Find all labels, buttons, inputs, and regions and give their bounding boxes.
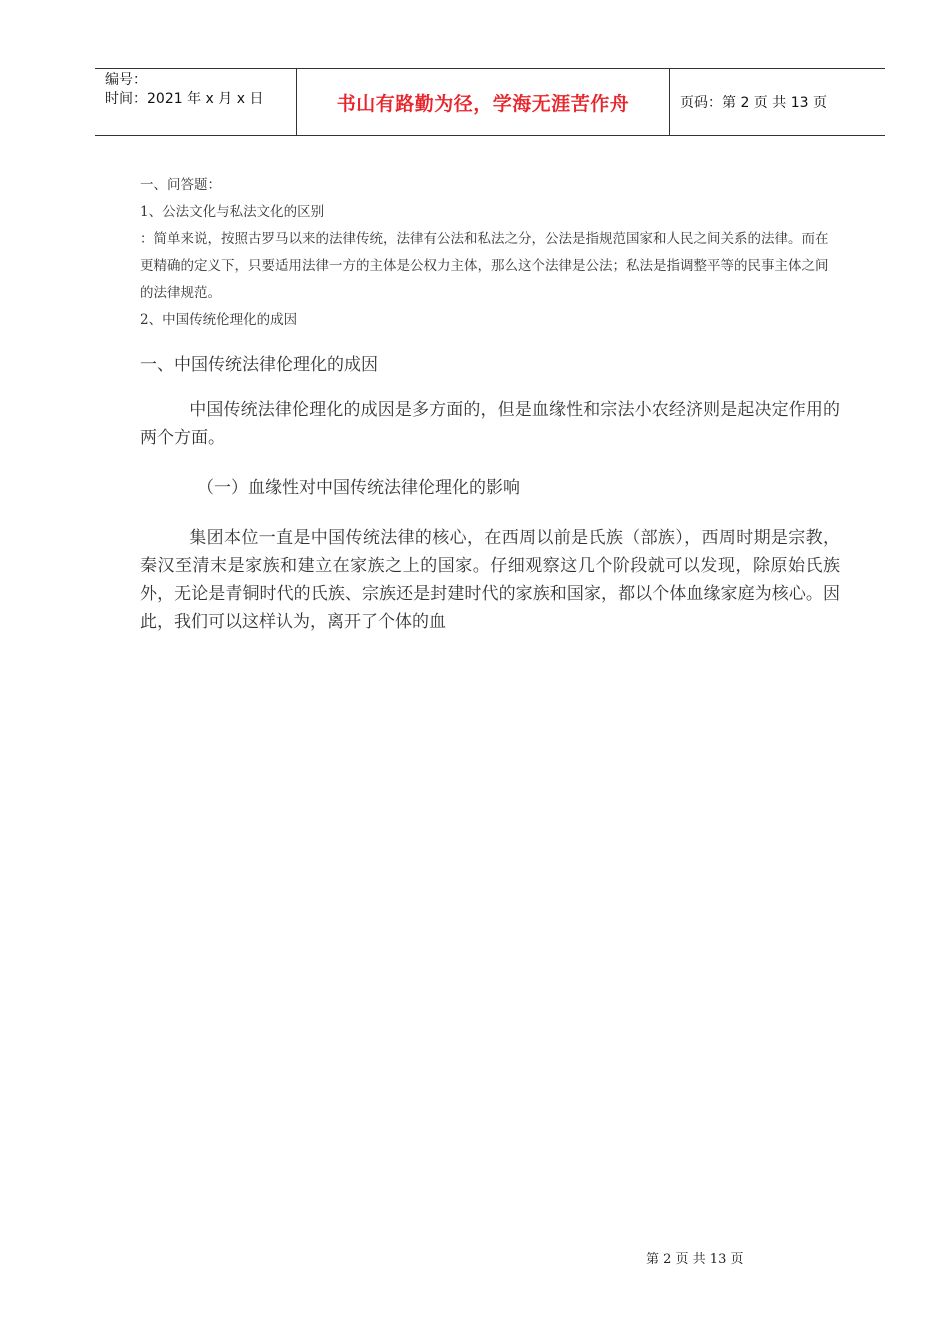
- document-body: [140, 172, 840, 636]
- answer-1: ：简单来说，按照古罗马以来的法律传统，法律有公法和私法之分，公法是指规范国家和人民之间关系的法律。而在更精确的定义下，只要适用法律一方的主体是公权力主体，那么这个法律是公法；私法是指调整平等的民事主体之间的法律规范。: [140, 231, 829, 301]
- header-page-number: 页码：第 2 页 共 13 页: [680, 95, 827, 111]
- question-2: 2、中国传统伦理化的成因: [140, 312, 298, 328]
- paragraph-2: 集团本位一直是中国传统法律的核心，在西周以前是氏族（部族），西周时期是宗教，秦汉至清末是家族和建立在家族之上的国家。仔细观察这几个阶段就可以发现，除原始氏族外，无论是青铜时代的氏族、宗族还是封建时代的家族和国家，都以个体血缘家庭为核心。因此，我们可以这样认为，离开了个体的血: [140, 528, 840, 632]
- time-label: 时间：2021 年 x 月 x 日: [105, 91, 264, 107]
- page-header: [95, 68, 885, 136]
- header-motto: 书山有路勤为径，学海无涯苦作舟: [297, 69, 670, 135]
- question-1: 1、公法文化与私法文化的区别: [140, 204, 325, 220]
- page-footer: 第 2 页 共 13 页: [646, 1252, 744, 1267]
- section-heading: 一、问答题：: [140, 177, 221, 193]
- paragraph-1: 中国传统法律伦理化的成因是多方面的，但是血缘性和宗法小农经济则是起决定作用的两个方面。: [140, 400, 840, 448]
- subheading: （一）血缘性对中国传统法律伦理化的影响: [197, 478, 520, 498]
- header-meta: [95, 69, 297, 135]
- number-label: 编号：: [105, 72, 147, 88]
- heading-2: 一、中国传统法律伦理化的成因: [140, 355, 378, 375]
